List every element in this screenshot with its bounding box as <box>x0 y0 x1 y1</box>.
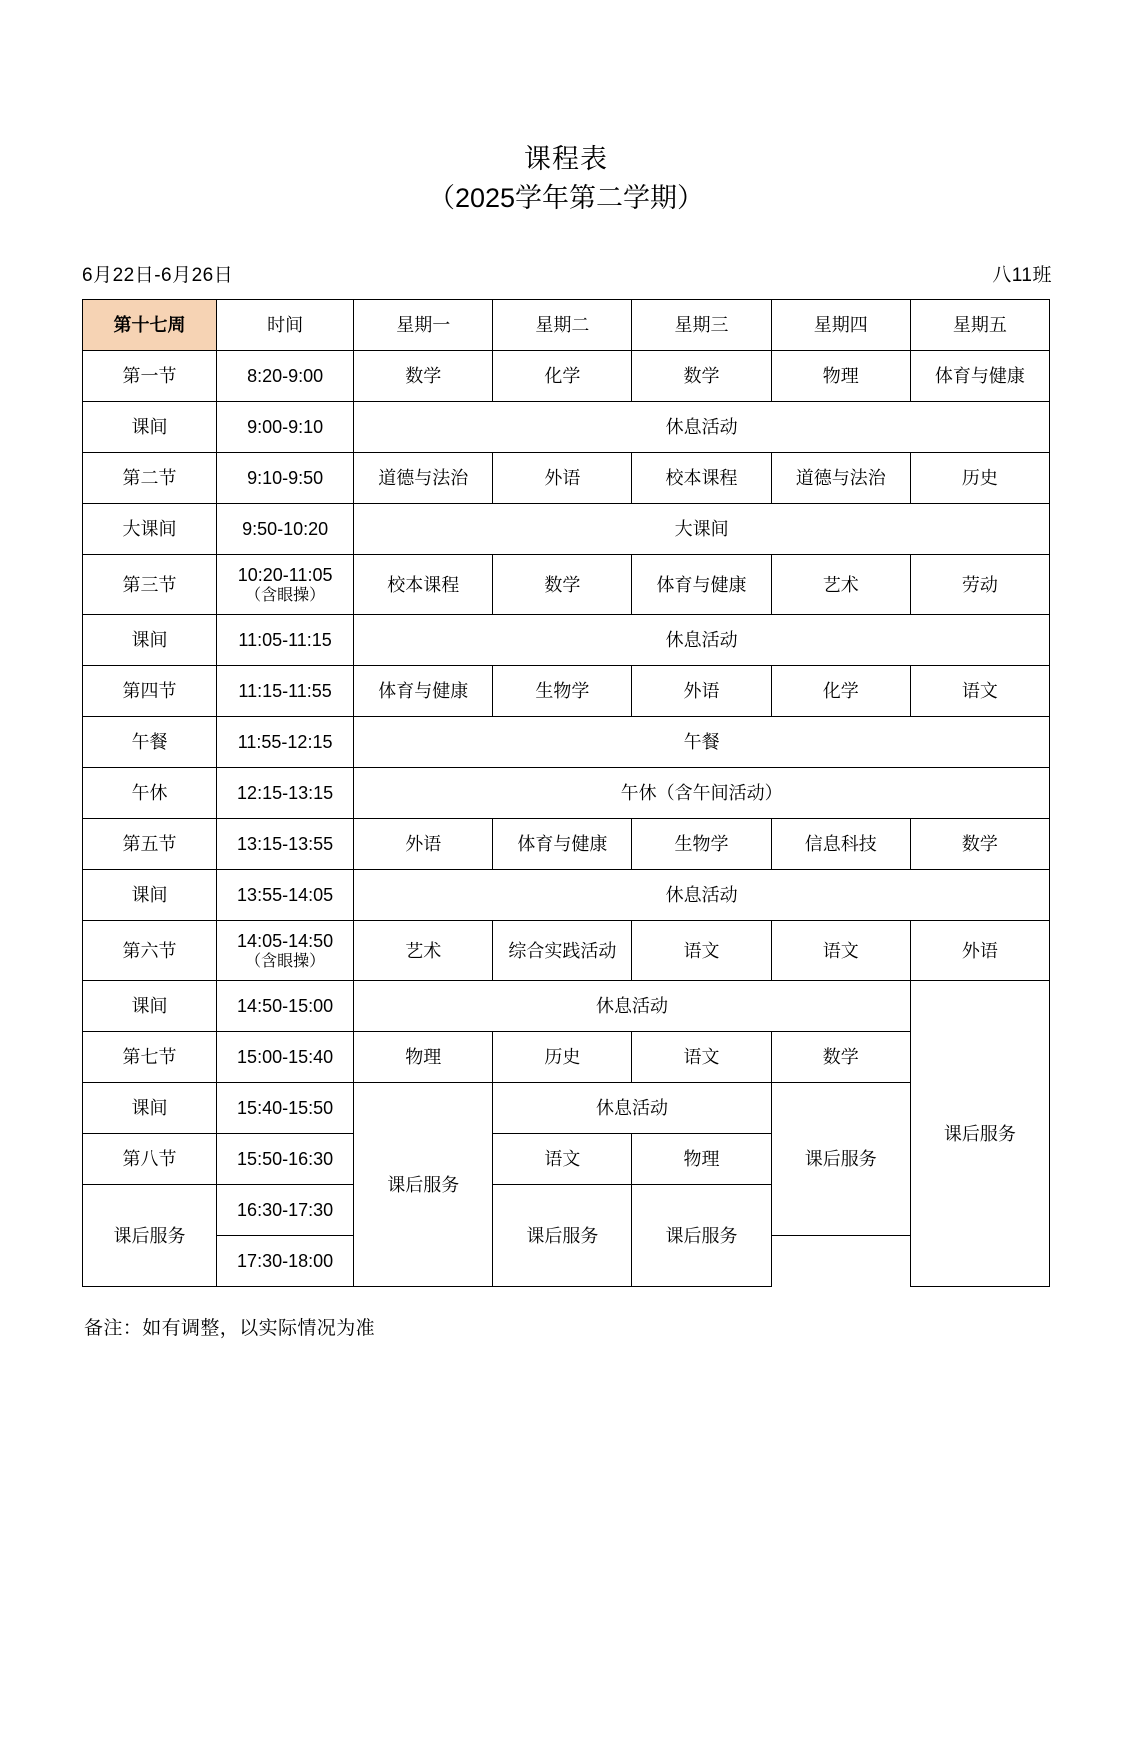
table-row <box>83 615 1050 666</box>
document-title-block <box>0 140 1132 218</box>
cell-after-school-friday: 课后服务 <box>910 981 1049 1287</box>
cell-subject: 数学 <box>493 555 632 615</box>
cell-subject: 道德与法治 <box>771 453 910 504</box>
cell-subject: 外语 <box>354 819 493 870</box>
table-row <box>83 666 1050 717</box>
cell-subject: 道德与法治 <box>354 453 493 504</box>
header-day-monday: 星期一 <box>354 300 493 351</box>
cell-subject: 外语 <box>493 453 632 504</box>
table-row <box>83 819 1050 870</box>
row-time: 13:55-14:05 <box>217 870 354 921</box>
row-period: 第二节 <box>83 453 217 504</box>
row-time: 13:15-13:55 <box>217 819 354 870</box>
table-row <box>83 981 1050 1032</box>
table-row <box>83 351 1050 402</box>
meta-row <box>82 260 1052 287</box>
cell-subject: 语文 <box>910 666 1049 717</box>
cell-subject: 校本课程 <box>632 453 771 504</box>
cell-subject: 语文 <box>493 1134 632 1185</box>
cell-after-school-thursday: 课后服务 <box>771 1083 910 1236</box>
row-time: 15:00-15:40 <box>217 1032 354 1083</box>
row-period: 课间 <box>83 402 217 453</box>
cell-after-school-tuesday: 课后服务 <box>493 1185 632 1287</box>
table-row <box>83 453 1050 504</box>
cell-after-school-wednesday: 课后服务 <box>632 1185 771 1287</box>
cell-subject: 综合实践活动 <box>493 921 632 981</box>
cell-subject: 体育与健康 <box>354 666 493 717</box>
row-time: 16:30-17:30 <box>217 1185 354 1236</box>
cell-subject: 体育与健康 <box>910 351 1049 402</box>
table-row <box>83 870 1050 921</box>
header-day-tuesday: 星期二 <box>493 300 632 351</box>
cell-subject: 历史 <box>910 453 1049 504</box>
page-subtitle: （2025学年第二学期） <box>427 183 705 214</box>
cell-subject: 信息科技 <box>771 819 910 870</box>
cell-subject: 语文 <box>632 1032 771 1083</box>
cell-subject: 艺术 <box>354 921 493 981</box>
row-time <box>217 555 354 615</box>
row-time: 14:50-15:00 <box>217 981 354 1032</box>
cell-subject: 数学 <box>771 1032 910 1083</box>
header-day-friday: 星期五 <box>910 300 1049 351</box>
row-time: 9:10-9:50 <box>217 453 354 504</box>
page-title: 课程表 <box>524 144 608 174</box>
cell-subject: 艺术 <box>771 555 910 615</box>
row-period: 课间 <box>83 615 217 666</box>
cell-subject: 体育与健康 <box>493 819 632 870</box>
row-time-note: （含眼操） <box>245 953 326 971</box>
row-time: 9:00-9:10 <box>217 402 354 453</box>
cell-subject: 化学 <box>493 351 632 402</box>
row-time: 11:05-11:15 <box>217 615 354 666</box>
row-period: 课间 <box>83 981 217 1032</box>
row-period: 第七节 <box>83 1032 217 1083</box>
class-name: 八11班 <box>992 265 1052 287</box>
cell-subject: 劳动 <box>910 555 1049 615</box>
row-time: 8:20-9:00 <box>217 351 354 402</box>
cell-merged-activity: 大课间 <box>354 504 1050 555</box>
row-period: 第六节 <box>83 921 217 981</box>
cell-subject: 物理 <box>632 1134 771 1185</box>
row-time: 15:50-16:30 <box>217 1134 354 1185</box>
cell-subject: 数学 <box>910 819 1049 870</box>
table-row <box>83 1083 1050 1134</box>
footer-note: 备注：如有调整，以实际情况为准 <box>84 1318 376 1340</box>
table-row <box>83 402 1050 453</box>
cell-merged-activity: 休息活动 <box>354 615 1050 666</box>
header-day-wednesday: 星期三 <box>632 300 771 351</box>
row-time-value: 10:20-11:05 <box>237 564 333 585</box>
table-row <box>83 1032 1050 1083</box>
row-period: 大课间 <box>83 504 217 555</box>
cell-subject: 物理 <box>354 1032 493 1083</box>
cell-subject: 语文 <box>632 921 771 981</box>
row-time: 9:50-10:20 <box>217 504 354 555</box>
cell-merged-activity: 休息活动 <box>354 981 911 1032</box>
cell-subject: 语文 <box>771 921 910 981</box>
header-day-thursday: 星期四 <box>771 300 910 351</box>
table-row <box>83 717 1050 768</box>
table-row <box>83 768 1050 819</box>
cell-subject: 化学 <box>771 666 910 717</box>
header-week: 第十七周 <box>83 300 217 351</box>
row-time <box>217 921 354 981</box>
cell-merged-activity: 午餐 <box>354 717 1050 768</box>
cell-subject: 物理 <box>771 351 910 402</box>
cell-after-school-monday: 课后服务 <box>354 1083 493 1287</box>
row-time: 15:40-15:50 <box>217 1083 354 1134</box>
cell-subject: 生物学 <box>632 819 771 870</box>
header-time: 时间 <box>217 300 354 351</box>
row-period: 第四节 <box>83 666 217 717</box>
row-time: 17:30-18:00 <box>217 1236 354 1287</box>
row-period: 午餐 <box>83 717 217 768</box>
row-period: 第八节 <box>83 1134 217 1185</box>
cell-subject: 校本课程 <box>354 555 493 615</box>
cell-subject: 外语 <box>910 921 1049 981</box>
date-range: 6月22日-6月26日 <box>82 265 234 287</box>
table-row <box>83 555 1050 615</box>
row-time-value: 14:05-14:50 <box>237 930 334 951</box>
row-period: 第一节 <box>83 351 217 402</box>
schedule-table <box>82 299 1050 1287</box>
table-row <box>83 921 1050 981</box>
cell-subject: 数学 <box>632 351 771 402</box>
cell-subject: 体育与健康 <box>632 555 771 615</box>
row-time-note: （含眼操） <box>245 587 326 605</box>
cell-merged-activity: 休息活动 <box>493 1083 771 1134</box>
row-period: 第五节 <box>83 819 217 870</box>
row-period: 课后服务 <box>83 1185 217 1287</box>
row-time: 11:55-12:15 <box>217 717 354 768</box>
row-period: 午休 <box>83 768 217 819</box>
cell-subject: 历史 <box>493 1032 632 1083</box>
row-period: 课间 <box>83 1083 217 1134</box>
cell-subject: 外语 <box>632 666 771 717</box>
table-row <box>83 504 1050 555</box>
cell-subject: 生物学 <box>493 666 632 717</box>
table-header-row <box>83 300 1050 351</box>
cell-merged-activity: 休息活动 <box>354 402 1050 453</box>
cell-merged-activity: 午休（含午间活动） <box>354 768 1050 819</box>
row-period: 课间 <box>83 870 217 921</box>
row-time: 11:15-11:55 <box>217 666 354 717</box>
row-time: 12:15-13:15 <box>217 768 354 819</box>
schedule-page <box>0 140 1132 1740</box>
cell-subject: 数学 <box>354 351 493 402</box>
cell-merged-activity: 休息活动 <box>354 870 1050 921</box>
row-period: 第三节 <box>83 555 217 615</box>
